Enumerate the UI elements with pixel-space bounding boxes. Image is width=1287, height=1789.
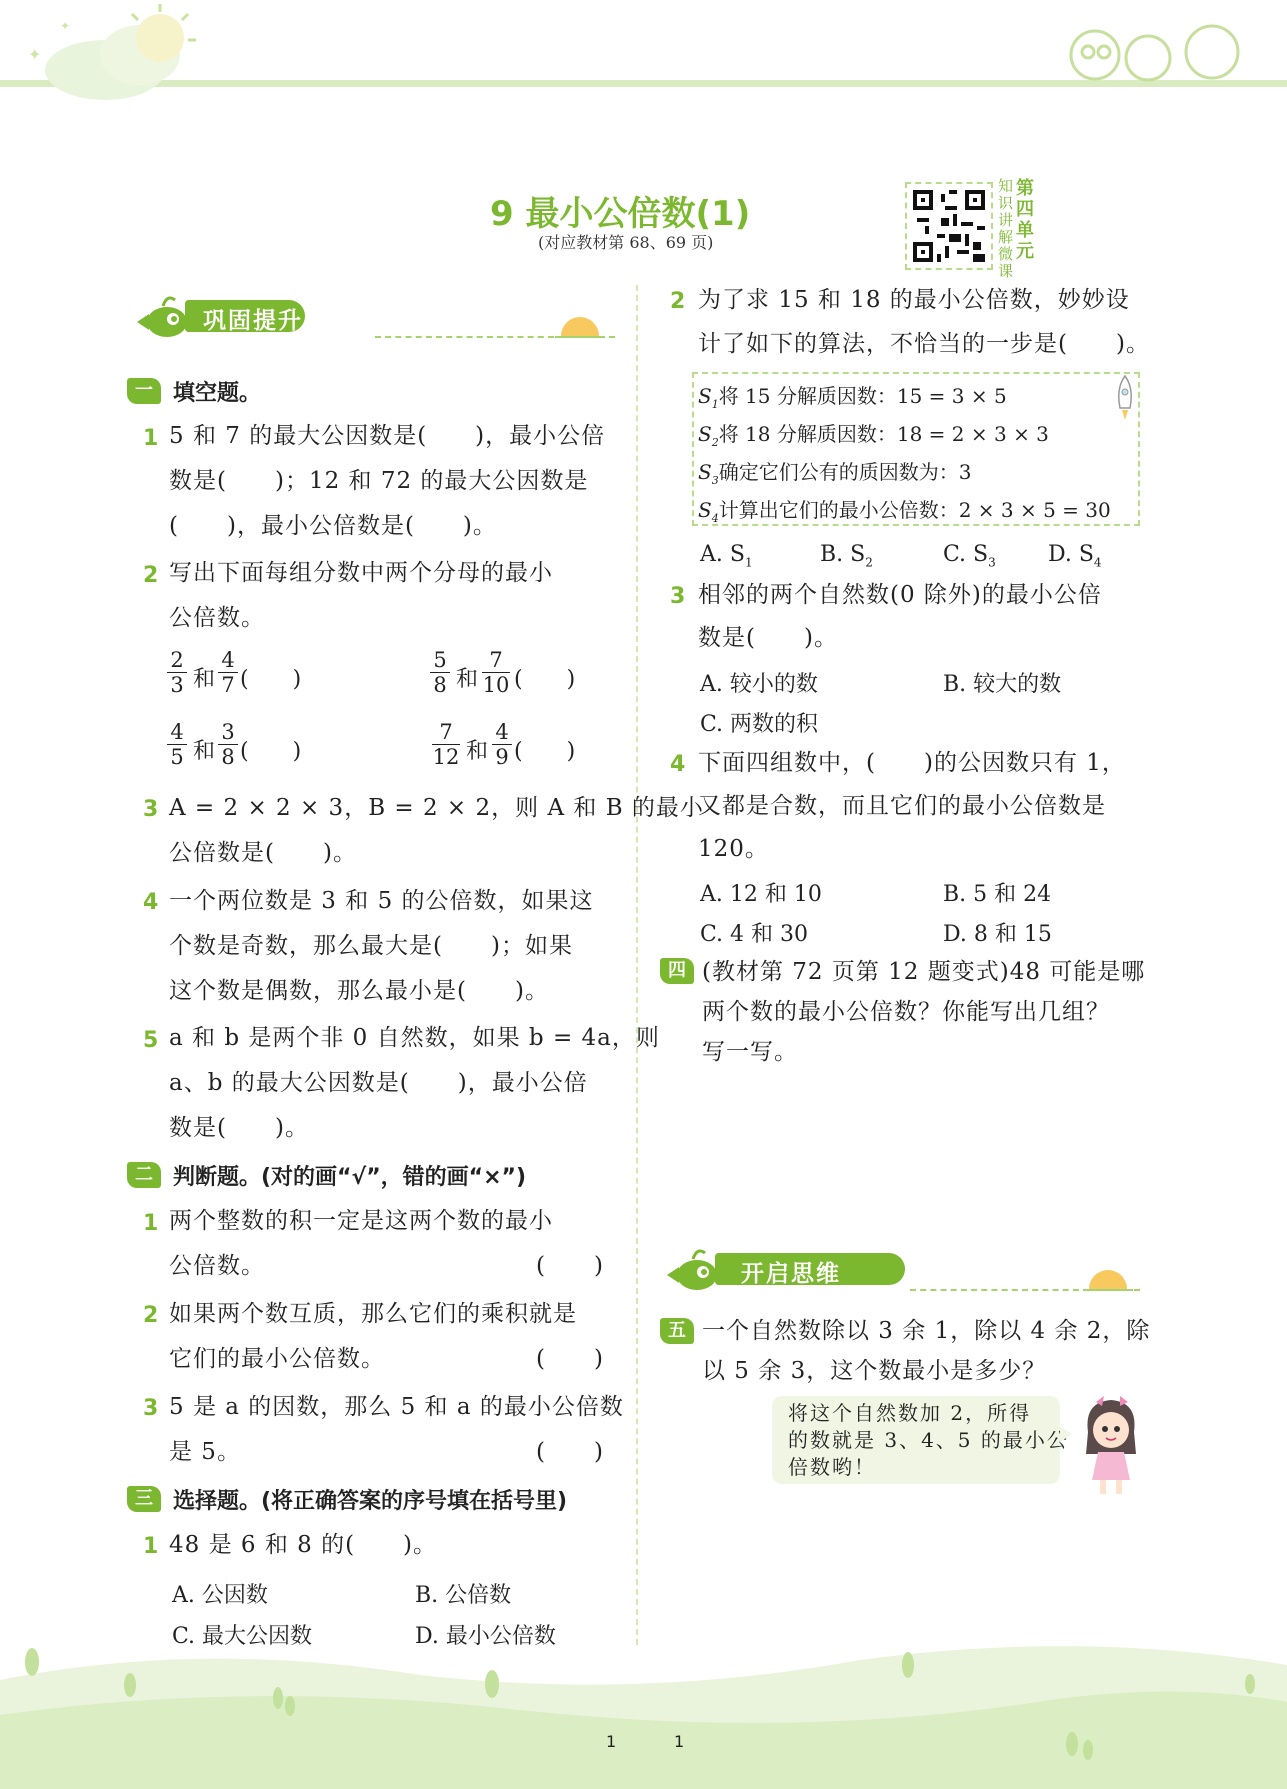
s5-line1: 一个自然数除以 3 余 1，除以 4 余 2，除 (702, 1318, 1151, 1344)
qr-label-1: 知识讲解微课 (998, 177, 1014, 280)
s3-q4-line1: 下面四组数中，( )的公因数只有 1， (698, 750, 1126, 776)
option[interactable]: D. 最小公倍数 (415, 1624, 556, 1649)
s2-q2-line2: 它们的最小公倍数。 (169, 1346, 385, 1372)
fraction: 4 5 (166, 720, 188, 769)
and-text: 和 (193, 667, 216, 692)
option[interactable]: B. $S_2$ (820, 542, 873, 570)
option[interactable]: B. 公倍数 (415, 1583, 512, 1608)
step-1: $S_1$将 15 分解质因数：15 = 3 × 5 (698, 384, 1007, 411)
s2-q3-line2: 是 5。 (169, 1439, 241, 1465)
and-text: 和 (456, 667, 479, 692)
qr-label-2: 第四单元 (1016, 178, 1034, 262)
header-decoration (0, 0, 1287, 110)
judge-blank[interactable]: ( ) (536, 1439, 604, 1465)
page-number-right: 1 (674, 1732, 685, 1751)
sunset-icon (1083, 1257, 1133, 1291)
s3-q2-line2: 计了如下的算法，不恰当的一步是( )。 (698, 331, 1150, 357)
q-number: 4 (670, 752, 686, 777)
s1-q2-line1: 写出下面每组分数中两个分母的最小 (169, 560, 553, 586)
q-number: 4 (143, 890, 159, 915)
s1-q4-line3: 这个数是偶数，那么最小是( )。 (169, 978, 549, 1004)
section2-title: 判断题。(对的画“√”，错的画“×”) (173, 1165, 527, 1190)
page-subtitle: (对应教材第 68、69 页) (538, 233, 714, 252)
qr-code-frame (905, 182, 993, 270)
q-number: 3 (143, 797, 159, 822)
s1-q5-line1: a 和 b 是两个非 0 自然数，如果 b = 4a，则 (169, 1025, 660, 1051)
q-number: 1 (143, 1211, 159, 1236)
option[interactable]: A. 公因数 (172, 1583, 268, 1608)
q-number: 2 (143, 1303, 159, 1328)
svg-text:✦: ✦ (60, 19, 71, 33)
section3-title: 选择题。(将正确答案的序号填在括号里) (173, 1489, 568, 1514)
hint-line-1: 将这个自然数加 2，所得 (788, 1401, 1032, 1425)
s1-q5-line3: 数是( )。 (169, 1115, 309, 1141)
option[interactable]: C. 两数的积 (700, 712, 819, 737)
option[interactable]: C. $S_3$ (943, 542, 996, 570)
s4-line2: 两个数的最小公倍数？你能写出几组？ (702, 999, 1110, 1025)
answer-blank[interactable]: ( ) (514, 667, 576, 692)
banner-consolidate (125, 290, 615, 334)
section1-title: 填空题。 (173, 381, 262, 406)
and-text: 和 (193, 739, 216, 764)
banner-consolidate-title: 巩固提升 (203, 308, 303, 334)
hint-line-3: 倍数哟！ (788, 1455, 876, 1479)
hint-line-2: 的数就是 3、4、5 的最小公 (788, 1428, 1069, 1452)
option[interactable]: C. 最大公因数 (172, 1624, 313, 1649)
s1-q1-line2: 数是( )；12 和 72 的最大公因数是 (169, 468, 589, 494)
fraction: 3 8 (217, 720, 239, 769)
rocket-icon (1112, 374, 1138, 422)
fraction: 7 12 (432, 720, 460, 769)
and-text: 和 (466, 739, 489, 764)
q-number: 3 (143, 1396, 159, 1421)
s4-line1: (教材第 72 页第 12 题变式)48 可能是哪 (702, 959, 1146, 985)
s1-q3-line1: A = 2 × 2 × 3，B = 2 × 2，则 A 和 B 的最小 (169, 795, 704, 821)
option[interactable]: B. 5 和 24 (943, 882, 1052, 907)
fraction: 4 7 (217, 648, 239, 697)
section3-tag: 三 (127, 1486, 161, 1512)
option[interactable]: B. 较大的数 (943, 672, 1062, 697)
judge-blank[interactable]: ( ) (536, 1346, 604, 1372)
answer-blank[interactable]: ( ) (514, 739, 576, 764)
option[interactable]: C. 4 和 30 (700, 922, 809, 947)
section5-tag: 五 (660, 1318, 694, 1344)
svg-text:✦: ✦ (28, 45, 42, 64)
option[interactable]: D. 8 和 15 (943, 922, 1052, 947)
section1-tag: 一 (127, 378, 161, 404)
step-3: $S_3$确定它们公有的质因数为：3 (698, 460, 972, 487)
q-number: 2 (670, 289, 686, 314)
banner-think-title: 开启思维 (741, 1261, 841, 1287)
s1-q1-line3: ( )，最小公倍数是( )。 (169, 513, 497, 539)
answer-blank[interactable]: ( ) (240, 667, 302, 692)
s5-line2: 以 5 余 3，这个数最小是多少？ (702, 1358, 1047, 1384)
column-divider (636, 285, 638, 1645)
s3-q3-line2: 数是( )。 (698, 625, 838, 651)
option[interactable]: D. $S_4$ (1048, 542, 1102, 570)
page-number-left: 1 (606, 1732, 617, 1751)
q-number: 5 (143, 1028, 159, 1053)
option[interactable]: A. 12 和 10 (700, 882, 822, 907)
s1-q3-line2: 公倍数是( )。 (169, 840, 357, 866)
s3-q4-line2: 又都是合数，而且它们的最小公倍数是 (698, 793, 1106, 819)
page-title: 9 最小公倍数(1) (490, 194, 751, 234)
q-number: 1 (143, 426, 159, 451)
fraction: 5 8 (429, 648, 451, 697)
option[interactable]: A. $S_1$ (700, 542, 753, 570)
s1-q4-line2: 个数是奇数，那么最大是( )；如果 (169, 933, 573, 959)
fraction: 2 3 (166, 648, 188, 697)
s1-q2-line2: 公倍数。 (169, 605, 265, 631)
q-number: 2 (143, 563, 159, 588)
step-2: $S_2$将 18 分解质因数：18 = 2 × 3 × 3 (698, 422, 1049, 449)
s3-q1-text: 48 是 6 和 8 的( )。 (169, 1532, 438, 1558)
q-number: 3 (670, 584, 686, 609)
algorithm-box (692, 372, 1140, 526)
fraction: 7 10 (482, 648, 510, 697)
s2-q3-line1: 5 是 a 的因数，那么 5 和 a 的最小公倍数 (169, 1394, 624, 1420)
s3-q3-line1: 相邻的两个自然数(0 除外)的最小公倍 (698, 582, 1102, 608)
hint-bubble (772, 1396, 1069, 1484)
step-4: $S_4$计算出它们的最小公倍数：2 × 3 × 5 = 30 (698, 498, 1111, 525)
section4-tag: 四 (660, 958, 694, 984)
s1-q5-line2: a、b 的最大公因数是( )，最小公倍 (169, 1070, 588, 1096)
footer-landscape (0, 1620, 1287, 1789)
s2-q2-line1: 如果两个数互质，那么它们的乘积就是 (169, 1301, 577, 1327)
s3-q2-line1: 为了求 15 和 18 的最小公倍数，妙妙设 (698, 287, 1130, 313)
s1-q1-line1: 5 和 7 的最大公因数是( )，最小公倍 (169, 423, 606, 449)
s1-q4-line1: 一个两位数是 3 和 5 的公倍数，如果这 (169, 888, 594, 914)
banner-think (655, 1243, 1145, 1287)
qr-code-icon[interactable] (909, 186, 989, 266)
s2-q1-line2: 公倍数。 (169, 1253, 265, 1279)
sunset-icon (555, 306, 605, 338)
s3-q4-line3: 120。 (698, 836, 769, 862)
fraction: 4 9 (491, 720, 513, 769)
girl-illustration (1076, 1392, 1146, 1502)
q-number: 1 (143, 1534, 159, 1559)
s4-line3: 写一写。 (702, 1039, 798, 1065)
section2-tag: 二 (127, 1162, 161, 1188)
answer-blank[interactable]: ( ) (240, 739, 302, 764)
s2-q1-line1: 两个整数的积一定是这两个数的最小 (169, 1208, 553, 1234)
option[interactable]: A. 较小的数 (700, 672, 818, 697)
judge-blank[interactable]: ( ) (536, 1253, 604, 1279)
